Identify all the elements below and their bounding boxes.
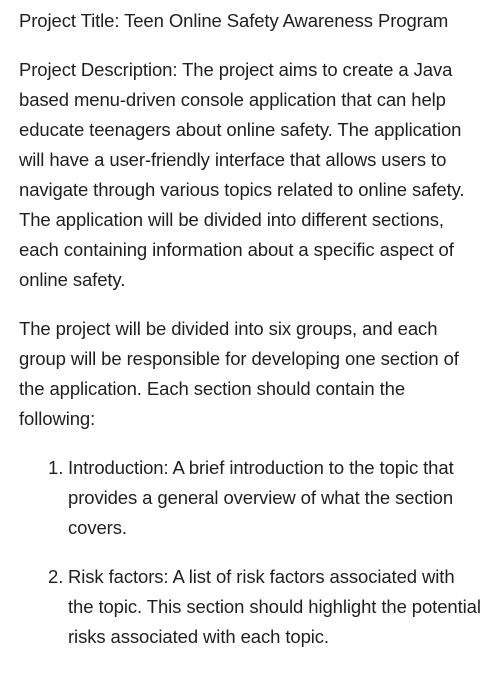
project-description: Project Description: The project aims to create a Java based menu-driven console application that can help educate teenagers about online safety. The application will have a user-friendly interface that allows users to navigate through various topics related to online safety. The application will be divided into different sections, each containing information about a specific aspect of online safety.: [19, 59, 465, 290]
list-item-number: 1.: [48, 457, 64, 478]
project-title: Project Title: Teen Online Safety Awareness Program: [19, 10, 449, 31]
list-item: [19, 562, 483, 652]
list-item: [19, 453, 483, 543]
list-item-text: Introduction: A brief introduction to the topic that provides a general overview of what the section covers.: [68, 457, 454, 538]
list-item-text: Risk factors: A list of risk factors associated with the topic. This section should highlight the potential risks associated with each topic.: [68, 566, 481, 647]
list-item-number: 2.: [48, 566, 64, 587]
groups-paragraph: The project will be divided into six groups, and each group will be responsible for developing one section of the application. Each section should contain the following:: [19, 318, 459, 429]
section-requirements-list: [19, 453, 483, 652]
document-body: [19, 6, 483, 671]
